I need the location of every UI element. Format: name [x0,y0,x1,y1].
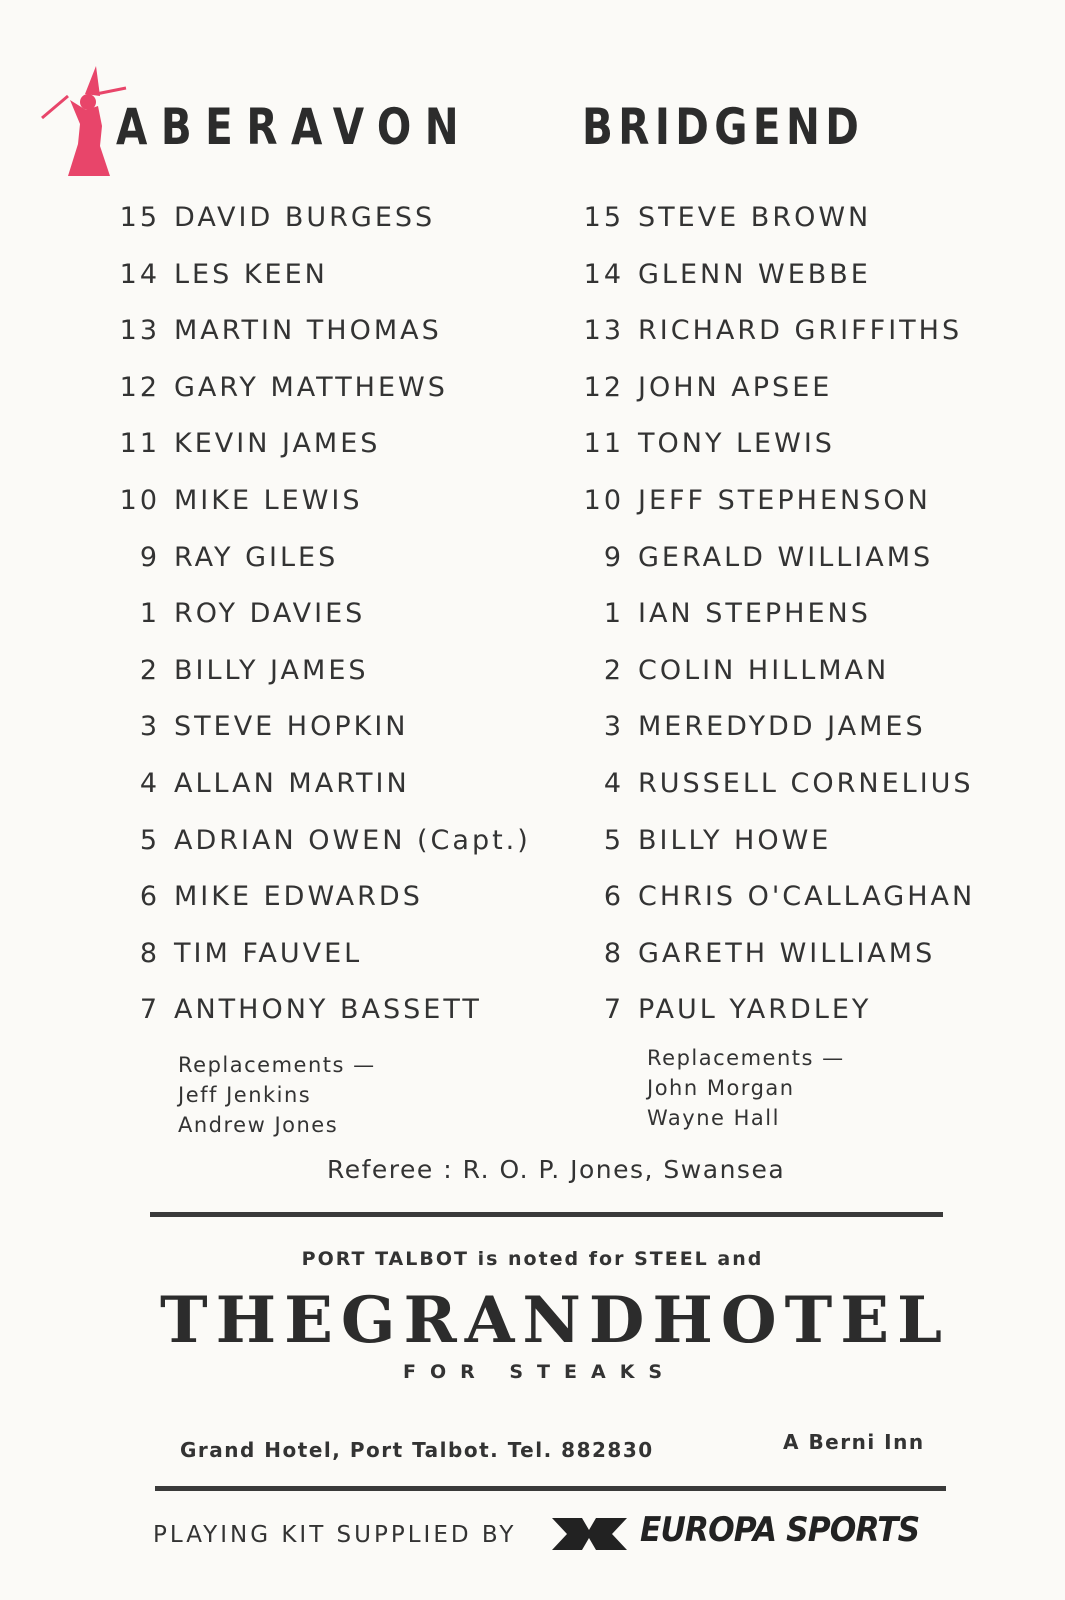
player-row [110,530,570,587]
player-name: STEVE BROWN [638,202,872,233]
hotel-name-word: THE [160,1283,341,1358]
jersey-number: 6 [603,881,624,913]
player-name: RUSSELL CORNELIUS [638,767,974,799]
player-row [574,756,1034,813]
player-row [110,982,570,1039]
player-name: STEVE HOPKIN [174,711,409,743]
player-name: IAN STEPHENS [638,598,871,630]
player-name: RICHARD GRIFFITHS [638,315,963,347]
player-row [574,360,1034,417]
player-row [110,643,570,700]
away-replacements [647,1043,845,1133]
jersey-number: 5 [603,824,624,856]
jersey-number: 2 [139,654,160,686]
replacements-label: Replacements — [647,1046,845,1070]
player-name: ALLAN MARTIN [174,767,410,799]
player-name: GLENN WEBBE [638,258,871,290]
home-replacements [178,1050,376,1140]
jersey-number: 4 [139,767,160,799]
player-name: MIKE LEWIS [174,484,363,516]
jersey-number: 11 [583,428,624,460]
kit-brand: EUROPA SPORTS [640,1510,920,1550]
jersey-number: 11 [119,428,160,460]
player-name: MARTIN THOMAS [174,315,442,347]
player-name: LES KEEN [174,258,328,290]
player-name: PAUL YARDLEY [638,994,872,1026]
player-row [574,530,1034,587]
away-team-title: BRIDGEND [582,98,865,156]
referee-line: Referee : R. O. P. Jones, Swansea [327,1155,786,1184]
player-row [574,473,1034,530]
player-row [574,643,1034,700]
player-name: ADRIAN OWEN (Capt.) [174,824,531,856]
player-row [574,982,1034,1039]
player-row [110,303,570,360]
jersey-number: 7 [603,994,624,1026]
player-row [574,699,1034,756]
player-name: TIM FAUVEL [174,937,363,969]
player-name: ANTHONY BASSETT [174,994,482,1026]
jersey-number: 13 [119,315,160,347]
divider [155,1486,946,1491]
kit-label: PLAYING KIT SUPPLIED BY [153,1522,517,1548]
player-row [574,303,1034,360]
player-row [110,586,570,643]
divider [150,1212,943,1217]
player-name: GARY MATTHEWS [174,371,448,403]
player-name: GARETH WILLIAMS [638,937,936,969]
ad-tagline: PORT TALBOT is noted for STEEL and [301,1248,764,1270]
replacement-name: John Morgan [647,1076,795,1100]
jersey-number: 12 [119,371,160,403]
player-row [574,190,1034,247]
player-row [574,247,1034,304]
jersey-number: 6 [139,881,160,913]
player-name: GERALD WILLIAMS [638,541,934,573]
jersey-number: 7 [139,994,160,1026]
player-row [110,190,570,247]
jersey-number: 15 [583,202,624,233]
player-name: MIKE EDWARDS [174,881,423,913]
jersey-number: 4 [603,767,624,799]
player-row [110,247,570,304]
player-row [110,473,570,530]
hotel-name-word: HOTEL [652,1283,950,1358]
player-row [110,416,570,473]
player-row [574,813,1034,870]
jersey-number: 9 [603,541,624,573]
jersey-number: 9 [139,541,160,573]
jersey-number: 10 [583,484,624,516]
jersey-number: 3 [603,711,624,743]
hotel-address: Grand Hotel, Port Talbot. Tel. 882830 [180,1438,654,1462]
player-row [110,360,570,417]
jersey-number: 10 [119,484,160,516]
player-name: MEREDYDD JAMES [638,711,926,743]
player-name: TONY LEWIS [638,428,835,460]
jersey-number: 13 [583,315,624,347]
replacement-name: Wayne Hall [647,1106,780,1130]
jersey-number: 12 [583,371,624,403]
jersey-number: 2 [603,654,624,686]
player-row [574,869,1034,926]
player-name: DAVID BURGESS [174,202,436,233]
away-team-list [574,190,1034,1039]
replacement-name: Andrew Jones [178,1113,339,1137]
hotel-chain: A Berni Inn [783,1430,925,1454]
replacement-name: Jeff Jenkins [178,1083,312,1107]
hotel-name [160,1283,950,1358]
player-name: RAY GILES [174,541,339,573]
ad-subtitle: FOR STEAKS [403,1361,677,1383]
player-name: BILLY HOWE [638,824,832,856]
player-row [110,869,570,926]
player-row [574,416,1034,473]
jersey-number: 14 [583,258,624,290]
jersey-number: 3 [139,711,160,743]
player-name: CHRIS O'CALLAGHAN [638,881,976,913]
jersey-number: 14 [119,258,160,290]
jersey-number: 8 [603,937,624,969]
player-name: BILLY JAMES [174,654,369,686]
player-name: JEFF STEPHENSON [638,484,931,516]
player-name: ROY DAVIES [174,598,366,630]
player-name: COLIN HILLMAN [638,654,890,686]
jersey-number: 1 [139,598,160,630]
jersey-number: 5 [139,824,160,856]
replacements-label: Replacements — [178,1053,376,1077]
player-row [574,926,1034,983]
jersey-number: 1 [603,598,624,630]
jersey-number: 15 [119,202,160,233]
hotel-name-word: GRAND [340,1283,653,1358]
europa-sports-logo-icon [552,1514,627,1554]
player-row [110,756,570,813]
player-row [574,586,1034,643]
home-team-list [110,190,570,1039]
player-name: JOHN APSEE [638,371,833,403]
player-row [110,813,570,870]
player-row [110,699,570,756]
home-team-title: ABERAVON [116,98,473,156]
jersey-number: 8 [139,937,160,969]
player-row [110,926,570,983]
player-name: KEVIN JAMES [174,428,381,460]
